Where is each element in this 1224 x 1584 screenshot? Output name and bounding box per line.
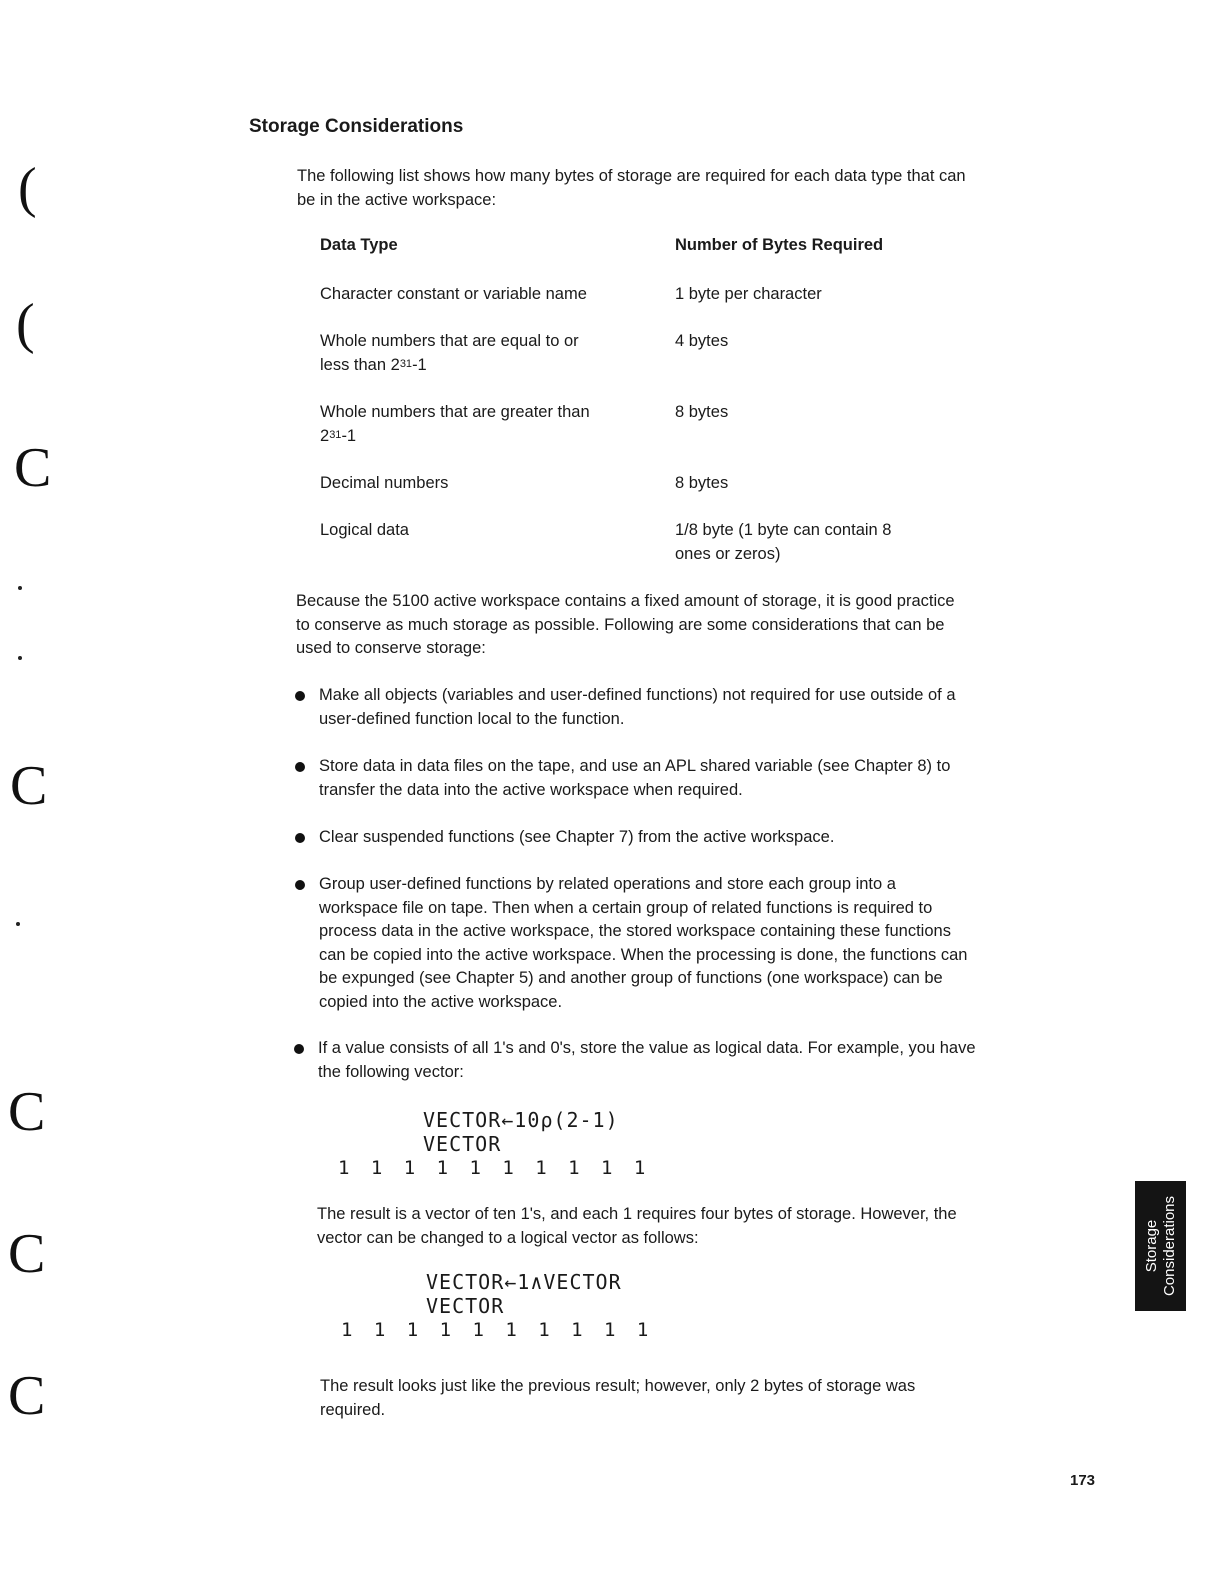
code-line: VECTOR (423, 1132, 502, 1156)
section-tab-label (1143, 1196, 1179, 1296)
text-run: less than 2 (320, 355, 400, 374)
section-tab-line: Considerations (1160, 1195, 1178, 1297)
section-tab-line: Storage (1142, 1219, 1160, 1273)
table-cell-bytes: 8 bytes (675, 403, 729, 421)
bullet-item: Make all objects (variables and user-defined functions) not required for use outside of a user-defined function local to the function. (319, 686, 956, 728)
bullet-item: If a value consists of all 1's and 0's, store the value as logical data. For example, you have the following vector: (318, 1039, 976, 1081)
table-header-bytes: Number of Bytes Required (675, 236, 884, 254)
bullet-item: Group user-defined functions by related operations and store each group into a workspace file on tape. Then when a certain group of related functions is required to process data in the active workspace, the stored workspace containing these functions can be copied into the active workspace. When the processing is done, the functions can be expunged (see Chapter 5) and another group of functions (one workspace) can be copied into the active workspace. (319, 875, 968, 1011)
table-header-data-type: Data Type (320, 236, 398, 254)
table-cell-line (320, 425, 640, 451)
table-cell-bytes: 1 byte per character (675, 285, 822, 303)
bullet-icon (295, 880, 305, 890)
scan-speck (16, 922, 20, 926)
text-run: -1 (412, 355, 427, 374)
binder-mark-6: C (8, 1223, 46, 1285)
table-cell-bytes: 8 bytes (675, 474, 729, 492)
code-output: 1 1 1 1 1 1 1 1 1 1 (338, 1157, 651, 1179)
table-cell-bytes (675, 519, 975, 566)
code-line: VECTOR (426, 1294, 505, 1318)
table-cell-line: 1/8 byte (1 byte can contain 8 (675, 521, 892, 539)
binder-mark-4: C (10, 755, 48, 817)
table-cell-line: ones or zeros) (675, 544, 781, 563)
binder-mark-1: ( (18, 157, 37, 219)
table-cell-bytes: 4 bytes (675, 332, 729, 350)
binder-mark-5: C (8, 1081, 46, 1143)
conserve-paragraph: Because the 5100 active workspace contains a fixed amount of storage, it is good practice to conserve as much storage as possible. Following are some considerations that can be used to conserve storage: (296, 592, 955, 658)
table-cell-type: Decimal numbers (320, 474, 449, 492)
bullet-item: Clear suspended functions (see Chapter 7) from the active workspace. (319, 828, 835, 846)
scan-speck (18, 656, 22, 660)
section-tab (1135, 1181, 1186, 1311)
table-cell-line (320, 354, 640, 380)
code-output: 1 1 1 1 1 1 1 1 1 1 (341, 1319, 654, 1341)
binder-mark-3: C (14, 437, 52, 499)
table-cell-type: Logical data (320, 521, 409, 539)
bullet-item: Store data in data files on the tape, and use an APL shared variable (see Chapter 8) to transfer the data into the active workspace when required. (319, 757, 951, 799)
page-heading: Storage Considerations (249, 116, 464, 137)
binder-mark-2: ( (16, 293, 35, 355)
code-line: VECTOR←1∧VECTOR (426, 1270, 622, 1294)
intro-paragraph: The following list shows how many bytes of storage are required for each data type that can be in the active workspace: (297, 167, 966, 209)
conclusion-paragraph: The result looks just like the previous result; however, only 2 bytes of storage was required. (320, 1377, 916, 1419)
page-number: 173 (1070, 1472, 1096, 1489)
bullet-icon (295, 833, 305, 843)
table-cell-type (320, 330, 640, 379)
code-line: VECTOR←10⍴(2-1) (423, 1108, 619, 1132)
bullet-icon (295, 762, 305, 772)
table-cell-line: Whole numbers that are equal to or (320, 332, 579, 350)
superscript: 31 (329, 428, 342, 441)
scan-speck (18, 586, 22, 590)
table-cell-line: Whole numbers that are greater than (320, 403, 590, 421)
binder-mark-7: C (8, 1365, 46, 1427)
bullet-icon (294, 1044, 304, 1054)
result-paragraph: The result is a vector of ten 1's, and each 1 requires four bytes of storage. However, the vector can be changed to a logical vector as follows: (317, 1205, 957, 1247)
table-cell-type: Character constant or variable name (320, 285, 587, 303)
superscript: 31 (399, 357, 413, 370)
table-cell-type (320, 401, 640, 450)
bullet-icon (295, 691, 305, 701)
text-run: 2 (320, 426, 330, 445)
text-run: -1 (341, 426, 357, 445)
